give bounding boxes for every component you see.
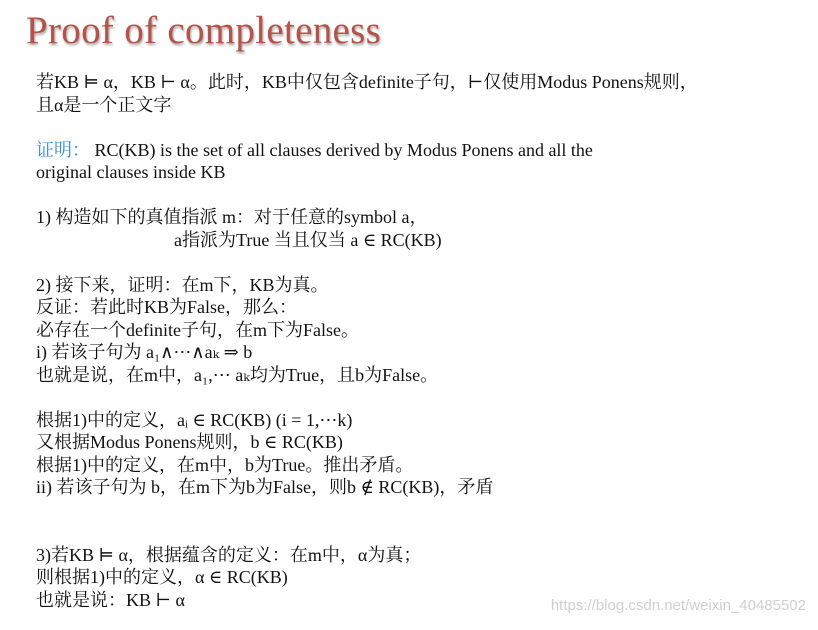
step2-line-5: 也就是说，在m中，a₁,⋯ aₖ均为True，且b为False。 — [36, 364, 439, 385]
step3-line-2: 则根据1)中的定义，α ∈ RC(KB) — [36, 567, 288, 587]
step2-line-4: i) 若该子句为 a₁∧⋯∧aₖ ⇒ b — [36, 342, 253, 362]
step1-line-1: 1) 构造如下的真值指派 m：对于任意的symbol a， — [36, 207, 428, 227]
step1-line-2: a指派为True 当且仅当 a ∈ RC(KB) — [174, 229, 442, 250]
step2b-line-4: ii) 若该子句为 b，在m下为b为False，则b ∉ RC(KB)，矛盾 — [36, 477, 494, 497]
intro-line-2: 且α是一个正文字 — [36, 94, 172, 115]
step2b-line-2: 又根据Modus Ponens规则，b ∈ RC(KB) — [36, 432, 343, 452]
step3-line-1: 3)若KB ⊨ α，根据蕴含的定义：在m中，α为真； — [36, 544, 422, 565]
proof-label: 证明： — [36, 139, 90, 160]
slide-body — [36, 71, 806, 611]
watermark: https://blog.csdn.net/weixin_40485502 — [550, 597, 806, 614]
proof-line-1 — [36, 139, 806, 162]
step2-line-3: 必存在一个definite子句，在m下为False。 — [36, 319, 359, 340]
step2-line-2: 反证：若此时KB为False，那么： — [36, 297, 297, 317]
intro-line-1: 若KB ⊨ α，KB ⊢ α。此时，KB中仅包含definite子句，⊢仅使用Modus Ponens规则， — [36, 72, 698, 92]
step2b-line-1: 根据1)中的定义，aᵢ ∈ RC(KB) (i = 1,⋯k) — [36, 409, 353, 430]
proof-text: RC(KB) is the set of all clauses derived by Modus Ponens and all the — [90, 139, 593, 160]
step2b-line-3: 根据1)中的定义，在m中，b为True。推出矛盾。 — [36, 454, 414, 475]
step3-line-3: 也就是说：KB ⊢ α — [36, 589, 185, 610]
proof-line-2: original clauses inside KB — [36, 162, 226, 182]
step2-line-1: 2) 接下来，证明：在m下，KB为真。 — [36, 274, 329, 295]
slide-title: Proof of completeness — [26, 9, 382, 52]
